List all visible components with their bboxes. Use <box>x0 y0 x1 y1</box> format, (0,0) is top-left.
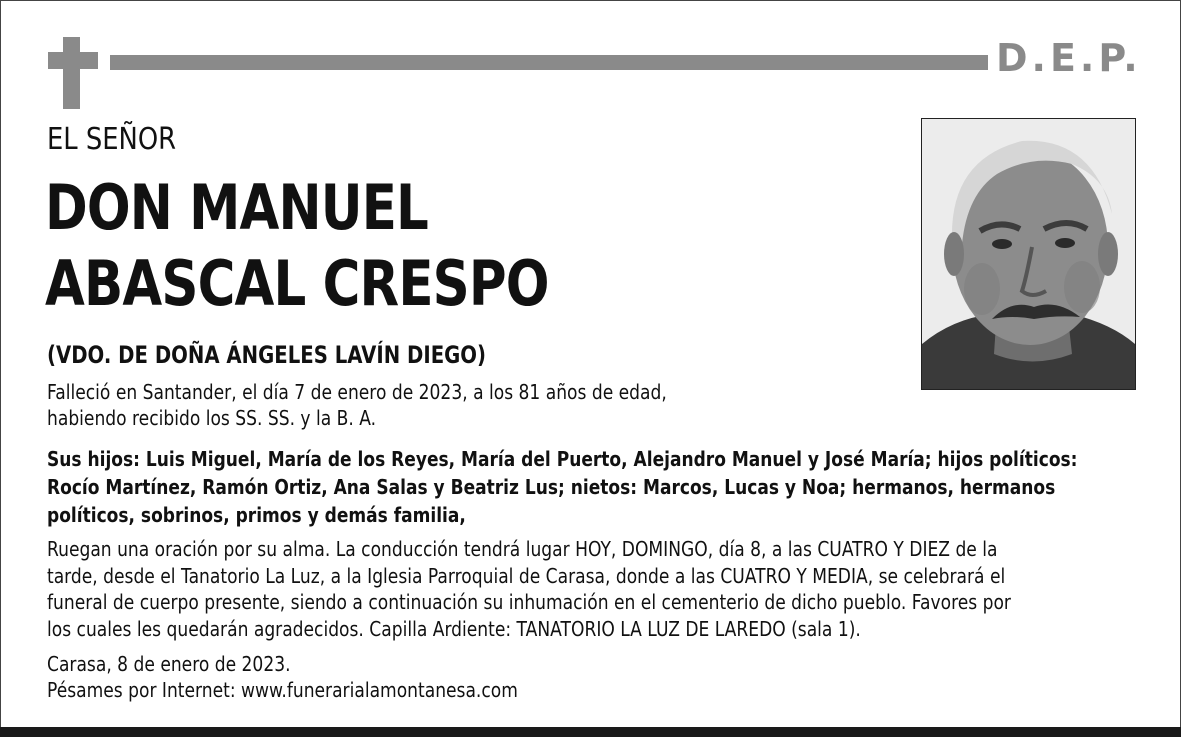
death-notice-line-2: habiendo recibido los SS. SS. y la B. A. <box>47 406 377 430</box>
death-notice <box>47 379 667 431</box>
cross-icon <box>63 37 80 109</box>
cross-icon-crossbar <box>48 52 98 69</box>
ceremony-details <box>47 536 1011 642</box>
closing <box>47 651 518 703</box>
ceremony-line-3: funeral de cuerpo presente, siendo a continuación su inhumación en el cementerio de dicho pueblo. Favores por <box>47 590 1011 614</box>
ceremony-line-1: Ruegan una oración por su alma. La conducción tendrá lugar HOY, DOMINGO, día 8, a las CUATRO Y DIEZ de la <box>47 537 998 561</box>
honorific: EL SEÑOR <box>47 122 177 157</box>
widower-of: (VDO. DE DOÑA ÁNGELES LAVÍN DIEGO) <box>47 341 487 369</box>
place-date: Carasa, 8 de enero de 2023. <box>47 652 291 676</box>
death-notice-line-1: Falleció en Santander, el día 7 de enero de 2023, a los 81 años de edad, <box>47 380 667 404</box>
header-rule <box>110 55 988 70</box>
portrait-illustration <box>922 119 1135 389</box>
deceased-name-line-1: DON MANUEL <box>45 171 428 244</box>
family-line-2: Rocío Martínez, Ramón Ortiz, Ana Salas y Beatriz Lus; nietos: Marcos, Lucas y Noa; hermanos, hermanos <box>47 475 1056 499</box>
family-list <box>47 445 1077 529</box>
ceremony-line-2: tarde, desde el Tanatorio La Luz, a la Iglesia Parroquial de Carasa, donde a las CUATRO Y MEDIA, se celebrará el <box>47 563 1006 588</box>
deceased-name <box>45 170 549 322</box>
dep-label: D.E.P. <box>996 36 1142 80</box>
portrait-photo <box>921 118 1136 390</box>
condolences-link[interactable]: Pésames por Internet: www.funerarialamontanesa.com <box>47 678 518 702</box>
family-line-3: políticos, sobrinos, primos y demás familia, <box>47 503 466 527</box>
family-line-1: Sus hijos: Luis Miguel, María de los Reyes, María del Puerto, Alejandro Manuel y José María; hijos políticos: <box>47 447 1078 471</box>
ceremony-line-4: los cuales les quedarán agradecidos. Capilla Ardiente: TANATORIO LA LUZ DE LAREDO (sala 1). <box>47 616 861 641</box>
deceased-name-line-2: ABASCAL CRESPO <box>45 247 549 320</box>
bottom-bar <box>0 727 1181 737</box>
